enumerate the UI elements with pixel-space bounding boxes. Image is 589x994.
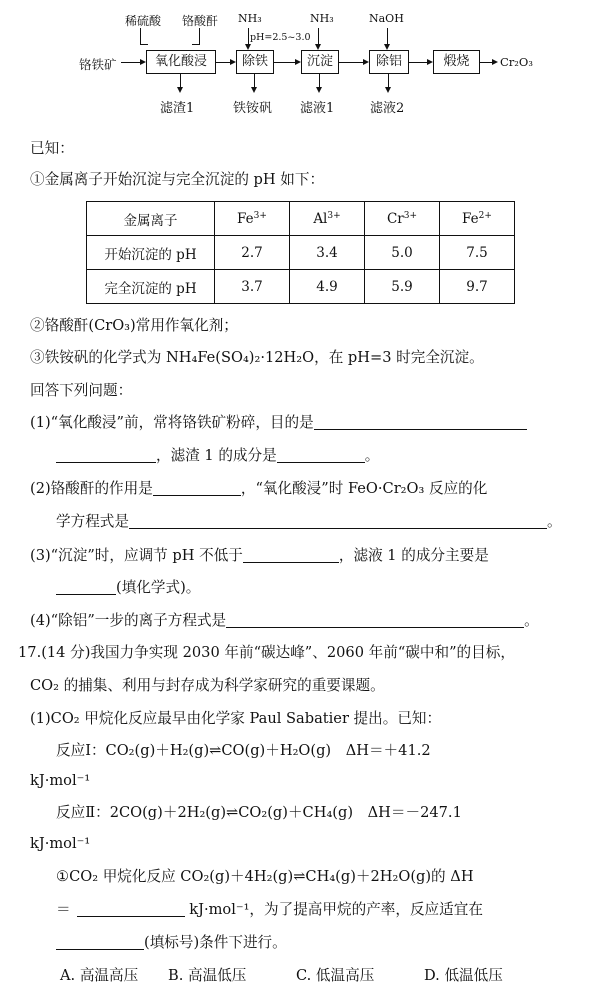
- answer-blank-q1-purpose-cont[interactable]: [56, 446, 156, 463]
- known-item-2: ②铬酸酐(CrO₃)常用作氧化剂；: [30, 317, 238, 334]
- table-ion-fe3: $Fe^{3+}$: [215, 202, 290, 236]
- q17-intro-line-2: CO₂ 的捕集、利用与封存成为科学家研究的重要课题。: [30, 677, 385, 694]
- answer-blank-q3-ph[interactable]: [243, 546, 339, 563]
- table-ion-al3: $Al^{3+}$: [290, 202, 365, 236]
- output-filtrate-1: 滤液1: [300, 101, 335, 116]
- question-3-line-2: (填化学式)。: [56, 578, 200, 598]
- sub-question-1-line-2: ＝ kJ·mol⁻¹，为了提高甲烷的产率，反应适宜在: [56, 901, 483, 918]
- table-cell: 3.7: [215, 270, 290, 304]
- table-header-row: [87, 202, 515, 236]
- question-3-line-1: (3)“沉淀”时，应调节 pH 不低于 ，滤液 1 的成分主要是: [30, 547, 489, 564]
- flow-start-ore: 铬铁矿: [79, 57, 117, 72]
- answer-blank-q3-filtrate[interactable]: [56, 578, 116, 595]
- answer-blank-q1-residue[interactable]: [277, 446, 365, 463]
- question-2-line-1: (2)铬酸酐的作用是 ，“氧化酸浸”时 FeO·Cr₂O₃ 反应的化: [30, 480, 488, 497]
- option-d[interactable]: D. 低温低压: [424, 967, 503, 984]
- table-cell: 2.7: [215, 236, 290, 270]
- reaction-2-unit: kJ·mol⁻¹: [30, 835, 91, 852]
- sub-question-1-line-3: (填标号)条件下进行。: [56, 933, 287, 953]
- row-label-start: 开始沉淀的 pH: [87, 236, 215, 270]
- known-item-3: ③铁铵矾的化学式为 NH₄Fe(SO₄)₂·12H₂O，在 pH=3 时完全沉淀。: [30, 349, 484, 366]
- sub-question-1-line-1: ①CO₂ 甲烷化反应 CO₂(g)＋4H₂(g)⇌CH₄(g)＋2H₂O(g)的 ΔH: [56, 868, 474, 885]
- step-precipitation: 沉淀: [301, 50, 339, 74]
- question-1-line-2: ，滤渣 1 的成分是 。: [56, 446, 379, 466]
- ph-condition-note: pH=2.5~3.0: [250, 32, 311, 43]
- table-row: [87, 270, 515, 304]
- reagent-sulfuric-acid: 稀硫酸: [125, 14, 162, 28]
- output-filtrate-2: 滤液2: [370, 101, 405, 116]
- reaction-1-unit: kJ·mol⁻¹: [30, 772, 91, 789]
- table-header-label: 金属离子: [87, 202, 215, 236]
- answer-blank-q2-equation[interactable]: [129, 512, 547, 529]
- step-calcination: 煅烧: [433, 50, 480, 74]
- reagent-ammonia-2: NH₃: [310, 12, 334, 25]
- table-cell: 9.7: [440, 270, 515, 304]
- table-cell: 4.9: [290, 270, 365, 304]
- table-ion-cr3: $Cr^{3+}$: [365, 202, 440, 236]
- answer-blank-q4-ionic-equation[interactable]: [226, 611, 524, 628]
- known-item-1: ①金属离子开始沉淀与完全沉淀的 pH 如下：: [30, 171, 325, 188]
- table-cell: 5.0: [365, 236, 440, 270]
- reaction-1-equation: 反应Ⅰ：CO₂(g)＋H₂(g)⇌CO(g)＋H₂O(g) ΔH＝＋41.2: [56, 742, 431, 759]
- step-oxidative-acid-leach: 氧化酸浸: [146, 50, 216, 74]
- q17-intro-line-1: 17.(14 分)我国力争实现 2030 年前“碳达峰”、2060 年前“碳中和”的目标，: [18, 644, 515, 661]
- known-heading: 已知：: [30, 140, 74, 157]
- table-ion-fe2: $Fe^{2+}$: [440, 202, 515, 236]
- questions-intro: 回答下列问题：: [30, 382, 133, 399]
- output-ammonium-iron-alum: 铁铵矾: [233, 101, 273, 116]
- answer-blank-q2-role[interactable]: [153, 479, 241, 496]
- option-b[interactable]: B. 高温低压: [168, 967, 247, 984]
- answer-options: [60, 966, 503, 986]
- reagent-naoh: NaOH: [369, 12, 404, 25]
- ph-table: [86, 201, 515, 304]
- step-aluminum-removal: 除铝: [369, 50, 409, 74]
- q17-part-1-intro: (1)CO₂ 甲烷化反应最早由化学家 Paul Sabatier 提出。已知：: [30, 710, 442, 727]
- table-cell: 5.9: [365, 270, 440, 304]
- question-1-line-1: (1)“氧化酸浸”前，常将铬铁矿粉碎，目的是: [30, 413, 527, 433]
- table-cell: 3.4: [290, 236, 365, 270]
- question-2-line-2: 学方程式是 。: [56, 513, 562, 530]
- reaction-2-equation: 反应Ⅱ：2CO(g)＋2H₂(g)⇌CO₂(g)＋CH₄(g) ΔH＝－247.1: [56, 804, 462, 821]
- answer-blank-condition[interactable]: [56, 933, 144, 950]
- step-iron-removal: 除铁: [236, 50, 274, 74]
- option-c[interactable]: C. 低温高压: [296, 967, 375, 984]
- output-residue-1: 滤渣1: [160, 101, 195, 116]
- answer-blank-delta-h[interactable]: [77, 900, 185, 917]
- reagent-ammonia-1: NH₃: [238, 12, 262, 25]
- row-label-complete: 完全沉淀的 pH: [87, 270, 215, 304]
- question-4: (4)“除铝”一步的离子方程式是 。: [30, 612, 539, 629]
- flow-product: Cr₂O₃: [500, 55, 533, 69]
- reagent-chromic-anhydride: 铬酸酐: [182, 14, 219, 28]
- table-cell: 7.5: [440, 236, 515, 270]
- table-row: [87, 236, 515, 270]
- answer-blank-q1-purpose[interactable]: [314, 413, 527, 430]
- option-a[interactable]: A. 高温高压: [60, 967, 139, 984]
